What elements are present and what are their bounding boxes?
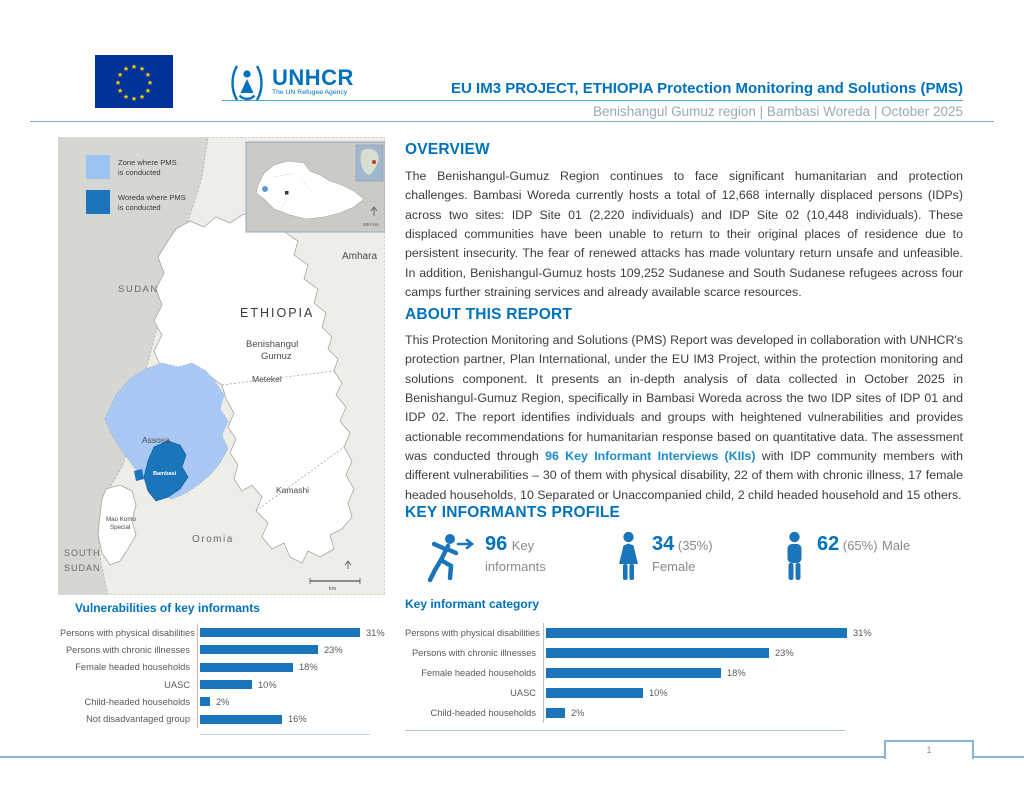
chart-row <box>405 703 980 723</box>
key-informants-stats <box>427 531 967 587</box>
svg-text:★: ★ <box>146 80 154 87</box>
legend-swatch-zone <box>86 155 110 179</box>
inset-map <box>246 142 385 232</box>
vulnerabilities-chart <box>60 624 390 728</box>
chart-bar <box>546 688 643 698</box>
chart-bar-area <box>197 624 385 641</box>
chart-value-label: 2% <box>216 696 230 707</box>
legend-label: is conducted <box>118 167 161 177</box>
chart-value-label: 2% <box>571 708 585 718</box>
chart-category-label: Child-headed households <box>84 696 190 707</box>
chart-row <box>405 623 980 643</box>
chart-bar <box>546 628 847 638</box>
chart-category-label: UASC <box>164 679 190 690</box>
map-label-bambasi: Bambasi <box>153 471 177 477</box>
chart-bar <box>200 715 282 724</box>
chart-left-axis <box>200 734 370 735</box>
chart-right-title: Key informant category <box>405 597 540 611</box>
map-label-oromia: Oromia <box>192 534 234 545</box>
chart-bar-area <box>197 676 277 693</box>
male-icon <box>782 531 807 587</box>
map-label-south-sudan-1: SOUTH <box>64 548 101 558</box>
running-person-icon <box>427 531 475 587</box>
about-text-after: with IDP community members with different vulnerabilities – 30 of them with physical disability, 22 of them with chronic illness, 17 female headed households, 10 Separated or Unaccompanied child, 2 child headed household and 15 others. <box>405 449 963 502</box>
map-label-region-1: Benishangul <box>246 339 299 350</box>
legend-item-zone <box>86 155 186 179</box>
about-heading: ABOUT THIS REPORT <box>405 306 573 323</box>
chart-value-label: 23% <box>324 644 343 655</box>
svg-text:★: ★ <box>130 96 138 103</box>
chart-row <box>405 643 980 663</box>
map-label-amhara: Amhara <box>342 251 378 262</box>
chart-bar <box>200 663 293 672</box>
chart-category-label: Female headed households <box>75 662 190 673</box>
stat-label: Male <box>882 538 911 553</box>
chart-row <box>60 710 390 727</box>
svg-text:★: ★ <box>144 88 152 95</box>
chart-bar <box>200 628 360 637</box>
location-map <box>58 137 385 595</box>
inset-site-marker <box>285 191 289 195</box>
about-paragraph <box>405 331 963 505</box>
map-scale-label: km <box>329 586 337 592</box>
unhcr-emblem-icon <box>226 60 268 104</box>
chart-value-label: 16% <box>288 714 307 725</box>
stat-percent: (65%) <box>839 538 878 553</box>
chart-bar <box>200 680 252 689</box>
stat-value: 62 <box>817 533 840 555</box>
chart-bar <box>200 645 318 654</box>
key-informants-profile-heading: KEY INFORMANTS PROFILE <box>405 504 621 521</box>
map-label-ethiopia: ETHIOPIA <box>240 306 315 320</box>
map-label-assosa: Assosa <box>142 435 170 445</box>
chart-row <box>60 659 390 676</box>
svg-text:★: ★ <box>116 72 124 79</box>
footer-divider <box>0 756 1024 758</box>
map-label-kamashi: Kamashi <box>276 485 310 495</box>
chart-category-label: Female headed households <box>421 668 536 678</box>
key-informant-category-chart <box>405 623 980 723</box>
stat-key-informants <box>427 531 581 587</box>
svg-text:★: ★ <box>114 80 122 87</box>
stat-value: 34 <box>652 533 675 555</box>
svg-text:★: ★ <box>116 88 124 95</box>
chart-left-title: Vulnerabilities of key informants <box>75 601 260 615</box>
title-divider <box>222 100 963 101</box>
chart-category-label: Persons with chronic illnesses <box>411 648 536 658</box>
inset-ethiopia-dot <box>372 160 376 164</box>
chart-bar-area <box>543 663 746 683</box>
chart-value-label: 31% <box>366 627 385 638</box>
stat-female <box>615 531 748 587</box>
svg-text:★: ★ <box>122 93 130 101</box>
chart-row <box>60 641 390 658</box>
map-label-mao-komo-1: Mao Komo <box>106 516 136 523</box>
chart-row <box>60 676 390 693</box>
header-divider <box>30 121 994 122</box>
svg-text:★: ★ <box>144 72 152 79</box>
legend-label: Zone where PMS <box>118 158 177 167</box>
map-label-south-sudan-2: SUDAN <box>64 563 101 573</box>
legend-item-woreda <box>86 190 186 214</box>
eu-flag-logo <box>95 55 173 113</box>
chart-bar-area <box>197 710 307 727</box>
map-label-sudan: SUDAN <box>118 284 159 295</box>
page-number: 1 <box>884 740 974 759</box>
svg-text:★: ★ <box>130 64 138 71</box>
chart-bar-area <box>197 693 229 710</box>
chart-row <box>405 683 980 703</box>
chart-bar-area <box>543 683 668 703</box>
chart-category-label: Persons with physical disabilities <box>60 627 195 638</box>
legend-label: is conducted <box>118 202 161 212</box>
unhcr-tagline: The UN Refugee Agency <box>272 89 348 97</box>
chart-category-label: UASC <box>510 688 536 698</box>
svg-text:★: ★ <box>122 66 130 74</box>
chart-value-label: 31% <box>853 628 872 638</box>
chart-bar <box>200 697 210 706</box>
map-label-region-2: Gumuz <box>261 351 292 362</box>
chart-row <box>405 663 980 683</box>
inset-assosa-marker <box>262 186 268 192</box>
chart-bar-area <box>197 659 318 676</box>
female-icon <box>615 531 642 587</box>
stat-male <box>782 531 913 587</box>
svg-text:★: ★ <box>138 66 146 74</box>
chart-value-label: 10% <box>258 679 277 690</box>
overview-paragraph: The Benishangul-Gumuz Region continues to face significant humanitarian and protection challenges. Bambasi Woreda currently hosts a total of 12,668 internally displaced persons (IDPs) across two sites: IDP Site 01 (2,220 individuals) and IDP Site 02 (10,448 individuals). These displaced communities have been unable to return to their original places of residence due to persistent insecurity. The fear of renewed attacks has made voluntary return unsafe and unfeasible. In addition, Benishangul-Gumuz hosts 109,252 Sudanese and South Sudanese refugees across four camps further straining services and already available scarce resources. <box>405 169 963 300</box>
about-text-before: This Protection Monitoring and Solutions (PMS) Report was developed in collaboration with UNHCR's protection partner, Plan International, under the EU IM3 Project, within the protection monitoring and solutions component. It presents an in-depth analysis of data collected in October 2025 in Benishangul-Gumuz Region, specifically in Bambasi Woreda across the two IDP sites of IDP 01 and IDP 02. The report identifies individuals and groups with heightened vulnerabilities and provides actionable recommendations for humanitarian response based on quantitative data. The assessment was conducted through <box>405 333 963 464</box>
chart-value-label: 18% <box>727 668 746 678</box>
legend-label: Woreda where PMS <box>118 193 186 202</box>
chart-bar <box>546 708 565 718</box>
stat-percent: (35%) <box>674 538 713 553</box>
stat-label: Female <box>652 559 696 574</box>
chart-value-label: 10% <box>649 688 668 698</box>
chart-bar <box>546 668 721 678</box>
chart-bar-area <box>543 623 872 643</box>
chart-bar-area <box>543 703 584 723</box>
map-label-mao-komo-2: Special <box>110 524 131 531</box>
chart-category-label: Persons with chronic illnesses <box>65 644 190 655</box>
svg-text:★: ★ <box>138 93 146 101</box>
document-title: EU IM3 PROJECT, ETHIOPIA Protection Monitoring and Solutions (PMS) <box>451 80 963 97</box>
chart-value-label: 23% <box>775 648 794 658</box>
chart-right-axis <box>405 730 845 731</box>
document-subtitle: Benishangul Gumuz region | Bambasi Woreda | October 2025 <box>593 104 963 119</box>
chart-category-label: Persons with physical disabilities <box>405 628 540 638</box>
chart-category-label: Not disadvantaged group <box>86 714 190 725</box>
inset-scale-label: 500 km <box>363 223 379 228</box>
chart-bar-area <box>197 641 343 658</box>
overview-heading: OVERVIEW <box>405 141 490 158</box>
chart-row <box>60 693 390 710</box>
chart-bar-area <box>543 643 794 663</box>
stat-label: Key informants <box>485 538 546 574</box>
about-highlight-kii: 96 Key Informant Interviews (KIIs) <box>545 449 756 464</box>
chart-category-label: Child-headed households <box>430 708 536 718</box>
chart-row <box>60 624 390 641</box>
stat-value: 96 <box>485 533 508 555</box>
unhcr-wordmark: UNHCR <box>272 65 354 91</box>
map-legend <box>86 155 186 225</box>
map-label-metekel: Metekel <box>252 374 282 384</box>
chart-bar <box>546 648 769 658</box>
chart-value-label: 18% <box>299 662 318 673</box>
legend-swatch-woreda <box>86 190 110 214</box>
